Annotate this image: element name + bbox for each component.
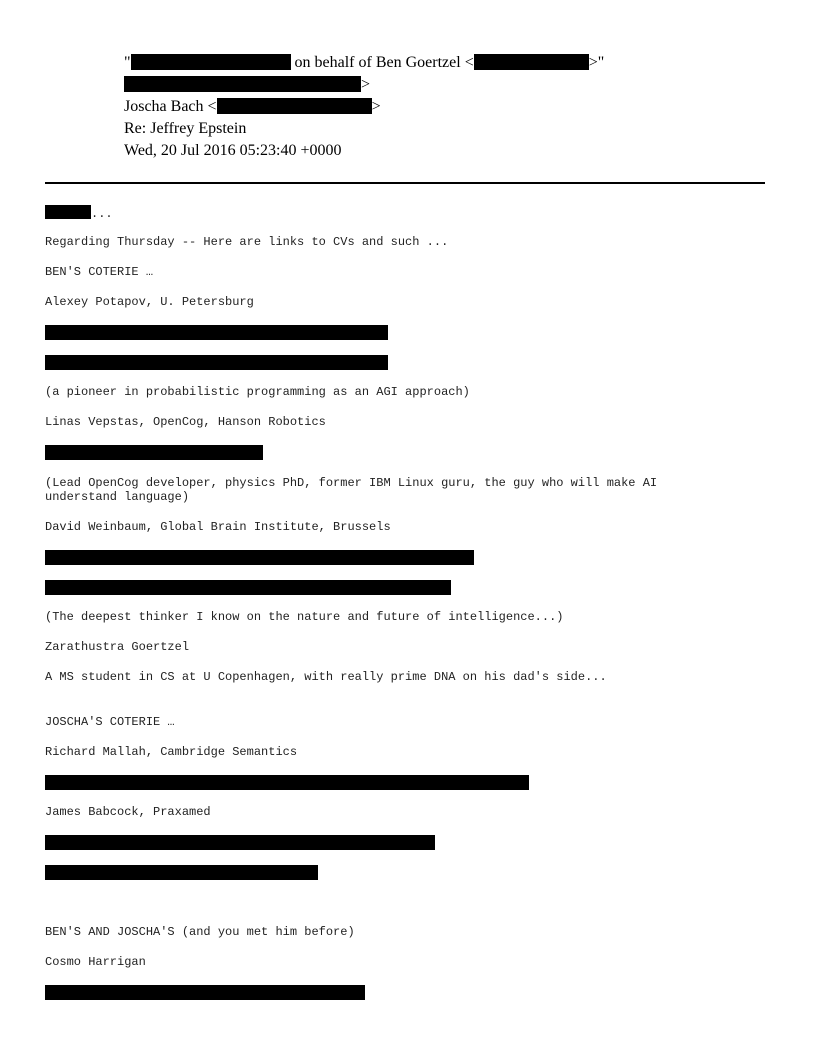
- weinbaum-note: (The deepest thinker I know on the nature and future of intelligence...): [45, 610, 564, 624]
- mallah-name: Richard Mallah, Cambridge Semantics: [45, 745, 298, 759]
- potapov-note: (a pioneer in probabilistic programming as an AGI approach): [45, 385, 470, 399]
- cc-value: Joscha Bach < >: [124, 98, 381, 115]
- ben-coterie-heading: BEN'S COTERIE …: [45, 265, 154, 279]
- from-value: " on behalf of Ben Goertzel < >": [124, 54, 605, 71]
- subject-value: Re: Jeffrey Epstein: [124, 120, 247, 137]
- zarathustra-note: A MS student in CS at U Copenhagen, with really prime DNA on his dad's side...: [45, 670, 607, 684]
- potapov-name: Alexey Potapov, U. Petersburg: [45, 295, 254, 309]
- redaction-block: [45, 865, 318, 880]
- redaction-block: [45, 835, 435, 850]
- redaction-block: [124, 76, 361, 92]
- redaction-block: [217, 98, 372, 114]
- shared-coterie-heading: BEN'S AND JOSCHA'S (and you met him before): [45, 925, 355, 939]
- date-value: Wed, 20 Jul 2016 05:23:40 +0000: [124, 142, 342, 159]
- to-value: >: [124, 75, 370, 95]
- intro-text: Regarding Thursday -- Here are links to CVs and such ...: [45, 235, 449, 249]
- redaction-block: [45, 205, 91, 219]
- redaction-block: [474, 54, 589, 70]
- redaction-block: [45, 985, 365, 1000]
- redaction-block: [45, 550, 474, 565]
- redaction-block: [45, 775, 529, 790]
- redaction-block: [45, 325, 388, 340]
- joscha-coterie-heading: JOSCHA'S COTERIE …: [45, 715, 175, 729]
- harrigan-name: Cosmo Harrigan: [45, 955, 146, 969]
- zarathustra-name: Zarathustra Goertzel: [45, 640, 190, 654]
- vepstas-note: (Lead OpenCog developer, physics PhD, former IBM Linux guru, the guy who will make AI understand language): [45, 476, 665, 504]
- redaction-block: [131, 54, 291, 70]
- vepstas-name: Linas Vepstas, OpenCog, Hanson Robotics: [45, 415, 326, 429]
- redaction-block: [45, 580, 451, 595]
- greeting: ...: [45, 205, 745, 221]
- redaction-block: [45, 355, 388, 370]
- babcock-name: James Babcock, Praxamed: [45, 805, 211, 819]
- weinbaum-name: David Weinbaum, Global Brain Institute, Brussels: [45, 520, 391, 534]
- redaction-block: [45, 445, 263, 460]
- header-divider: [45, 182, 765, 184]
